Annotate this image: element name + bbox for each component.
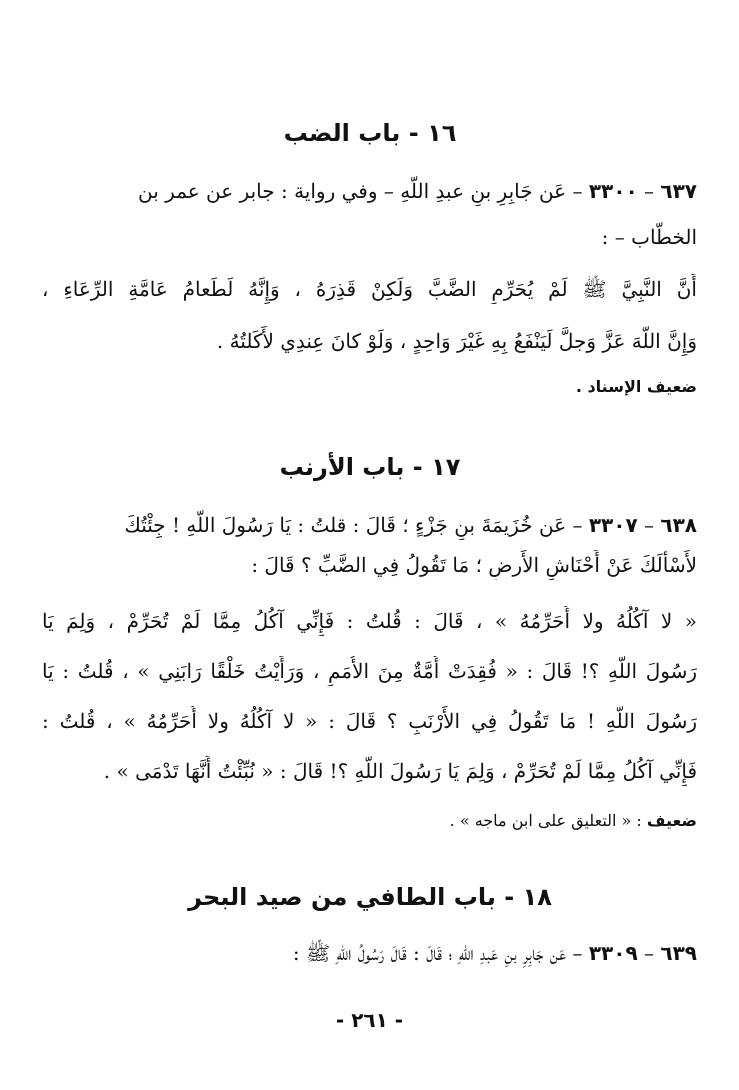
- isnad-text: عَن جَابِرِ بنِ عبدِ اللّهِ – وفي رواية : جابر عن عمر بن: [138, 179, 567, 203]
- section-heading-16: ١٦ - باب الضب: [283, 119, 457, 147]
- grade-label: ضعيف: [646, 811, 697, 830]
- hadith-638-text-line1: « لا آكُلُهُ ولا أُحَرِّمُهُ » ، قَالَ : قُلتُ : فَإِنِّي آكُلُ مِمَّا لَمْ تُحَرِّمْ ، وَلِمَ يَا: [42, 609, 697, 633]
- hadith-638-isnad-line1: [42, 510, 697, 540]
- hadith-638-grade: [42, 806, 697, 836]
- hadith-number: ٦٣٧: [660, 179, 697, 203]
- hadith-ref: ٣٣٠٧: [588, 513, 638, 537]
- hadith-637-grade: ضعيف الإسناد .: [575, 377, 697, 396]
- hadith-number: ٦٣٨: [660, 513, 697, 537]
- hadith-638-isnad-line2: لأَسْأَلَكَ عَنْ أَحْنَاشِ الأَرضِ ؛ مَا تَقُولُ فِي الضَّبِّ ؟ قَالَ :: [251, 553, 697, 577]
- grade-source: : « التعليق على ابن ماجه » .: [449, 811, 642, 830]
- isnad-text: عَن خُزَيمَةَ بنِ جَزْءٍ ؛ قَالَ : قلتُ : يَا رَسُولَ اللّهِ ! جِئْتُكَ: [124, 513, 567, 537]
- page-number: - ٢٦١ -: [335, 1008, 404, 1032]
- hadith-ref: ٣٣٠٩: [588, 941, 638, 965]
- hadith-638-text-line2: رَسُولَ اللّهِ ؟! قَالَ : « فُقِدَتْ أُمَّةٌ مِنَ الأُمَمِ ، وَرَأَيْتُ خَلْقًا رَابَنِي » ، قُلتُ : يَا: [42, 659, 697, 683]
- isnad-text: عَن جَابِرِ بنِ عَبدِ اللّهِ ؛ قَالَ : قَالَ رَسُولُ اللّهِ ﷺ :: [292, 941, 567, 965]
- hadith-637-text-line1: أَنَّ النَّبِيَّ ﷺ لَمْ يُحَرِّمِ الضَّبَّ وَلَكِنْ قَذِرَهُ ، وَإِنَّهُ لَطَعامُ عَامَّةِ الرِّعَاءِ ،: [42, 277, 697, 301]
- dash: –: [572, 179, 583, 203]
- section-heading-18: ١٨ - باب الطافي من صيد البحر: [188, 883, 552, 911]
- section-heading-17: ١٧ - باب الأرنب: [279, 453, 461, 481]
- dash: –: [572, 941, 583, 965]
- hadith-637-isnad-line2: الخطّاب – :: [601, 225, 697, 249]
- dash: –: [644, 513, 655, 537]
- hadith-637-isnad-line1: [42, 176, 697, 206]
- hadith-number: ٦٣٩: [660, 941, 697, 965]
- dash: –: [572, 513, 583, 537]
- hadith-638-text-line3: رَسُولَ اللّهِ ! مَا تَقُولُ فِي الأَرْنَبِ ؟ قَالَ : « لا آكُلُهُ ولا أُحَرِّمُهُ » ، قُلتُ :: [42, 709, 697, 733]
- hadith-637-text-line2: وَإِنَّ اللّهَ عَزَّ وَجلَّ لَيَنْفَعُ بِهِ غَيْرَ وَاحِدٍ ، وَلَوْ كانَ عِندِي لأَكَلتُهُ .: [216, 329, 697, 353]
- hadith-ref: ٣٣٠٠: [588, 179, 638, 203]
- hadith-638-text-line4: فَإِنِّي آكُلُ مِمَّا لَمْ تُحَرِّمْ ، وَلِمَ يَا رَسُولَ اللّهِ ؟! قَالَ : « نُبِّئْتُ أَنَّهَا تَدْمَى » .: [103, 759, 697, 783]
- dash: –: [644, 179, 655, 203]
- dash: –: [644, 941, 655, 965]
- hadith-639-isnad-line1: [42, 938, 697, 968]
